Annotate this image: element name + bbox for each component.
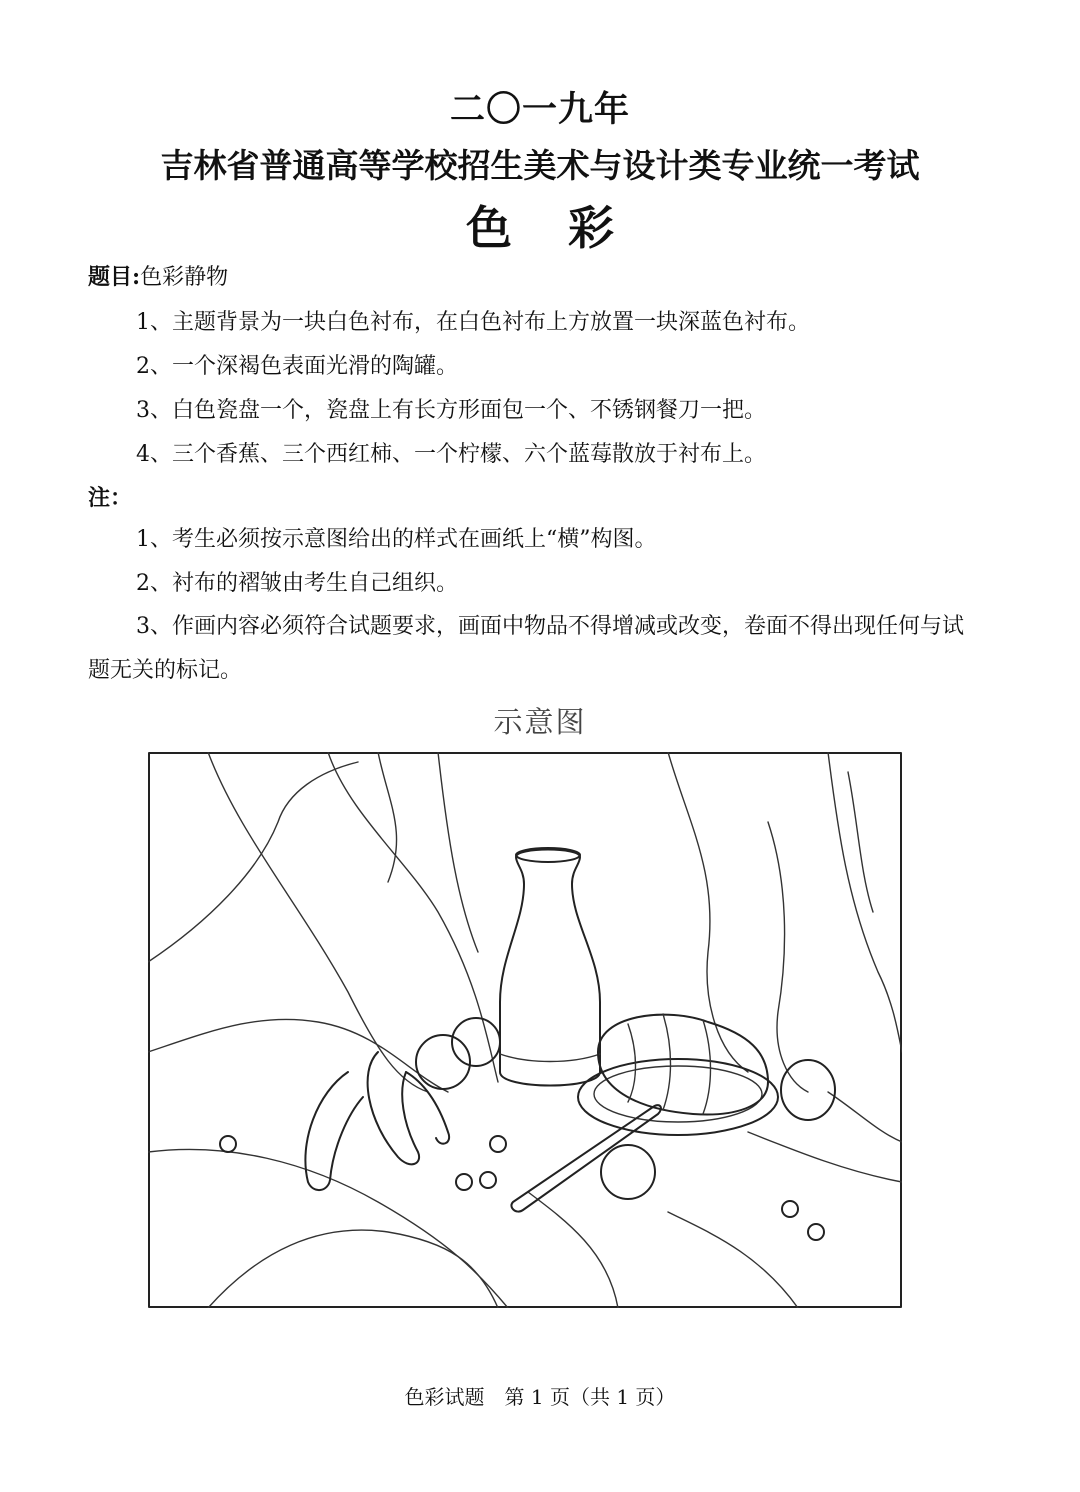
note-item: 1、考生必须按示意图给出的样式在画纸上“横”构图。 — [136, 527, 657, 552]
topic-item: 3、白色瓷盘一个，瓷盘上有长方形面包一个、不锈钢餐刀一把。 — [136, 398, 766, 423]
drape-fold — [668, 1212, 798, 1308]
exam-subject: 色 彩 — [465, 201, 614, 255]
jar — [500, 850, 600, 1086]
figure-caption: 示意图 — [493, 705, 587, 739]
notes-heading — [88, 483, 988, 514]
figure-border — [149, 753, 901, 1307]
banana — [406, 1072, 449, 1144]
drape-fold — [828, 752, 902, 1052]
topic-label: 题目: — [88, 264, 141, 290]
bread-crease — [663, 1014, 671, 1110]
blueberry — [220, 1136, 236, 1152]
notes-label: 注： — [88, 485, 133, 511]
drape-fold — [528, 1192, 618, 1308]
drape-fold — [378, 752, 397, 882]
drape-fold — [148, 1149, 508, 1308]
topic-heading — [88, 262, 988, 293]
note-item: 2、衬布的褶皱由考生自己组织。 — [136, 571, 458, 596]
drape-fold — [208, 752, 428, 1092]
topic-item: 2、一个深褐色表面光滑的陶罐。 — [136, 354, 458, 379]
blueberry — [490, 1136, 506, 1152]
topic-item: 4、三个香蕉、三个西红柿、一个柠檬、六个蓝莓散放于衬布上。 — [136, 442, 766, 467]
plate — [578, 1059, 778, 1135]
drape-fold — [148, 762, 358, 962]
drape-fold — [208, 1230, 498, 1308]
page-footer: 色彩试题 第 1 页（共 1 页） — [404, 1385, 676, 1409]
still-life-sketch — [148, 752, 902, 1308]
topic-item: 1、主题背景为一块白色衬布，在白色衬布上方放置一块深蓝色衬布。 — [136, 310, 810, 335]
exam-title: 吉林省普通高等学校招生美术与设计类专业统一考试 — [160, 146, 920, 185]
exam-year: 二〇一九年 — [449, 89, 630, 130]
tomato — [452, 1018, 500, 1066]
lemon — [781, 1060, 835, 1120]
jar-shading — [500, 1054, 600, 1062]
blueberry — [456, 1174, 472, 1190]
drape-fold — [668, 752, 748, 1072]
topic-value: 色彩静物 — [140, 265, 229, 290]
drape-fold — [768, 822, 808, 1092]
drape-fold — [828, 1092, 902, 1142]
drape-fold — [748, 1132, 902, 1182]
blueberry — [480, 1172, 496, 1188]
blueberry — [782, 1201, 798, 1217]
note-item: 3、作画内容必须符合试题要求，画面中物品不得增减或改变，卷面不得出现任何与试题无关的标记。 — [88, 614, 964, 683]
tomato — [601, 1145, 655, 1199]
plate-rim — [594, 1066, 762, 1122]
blueberry — [808, 1224, 824, 1240]
